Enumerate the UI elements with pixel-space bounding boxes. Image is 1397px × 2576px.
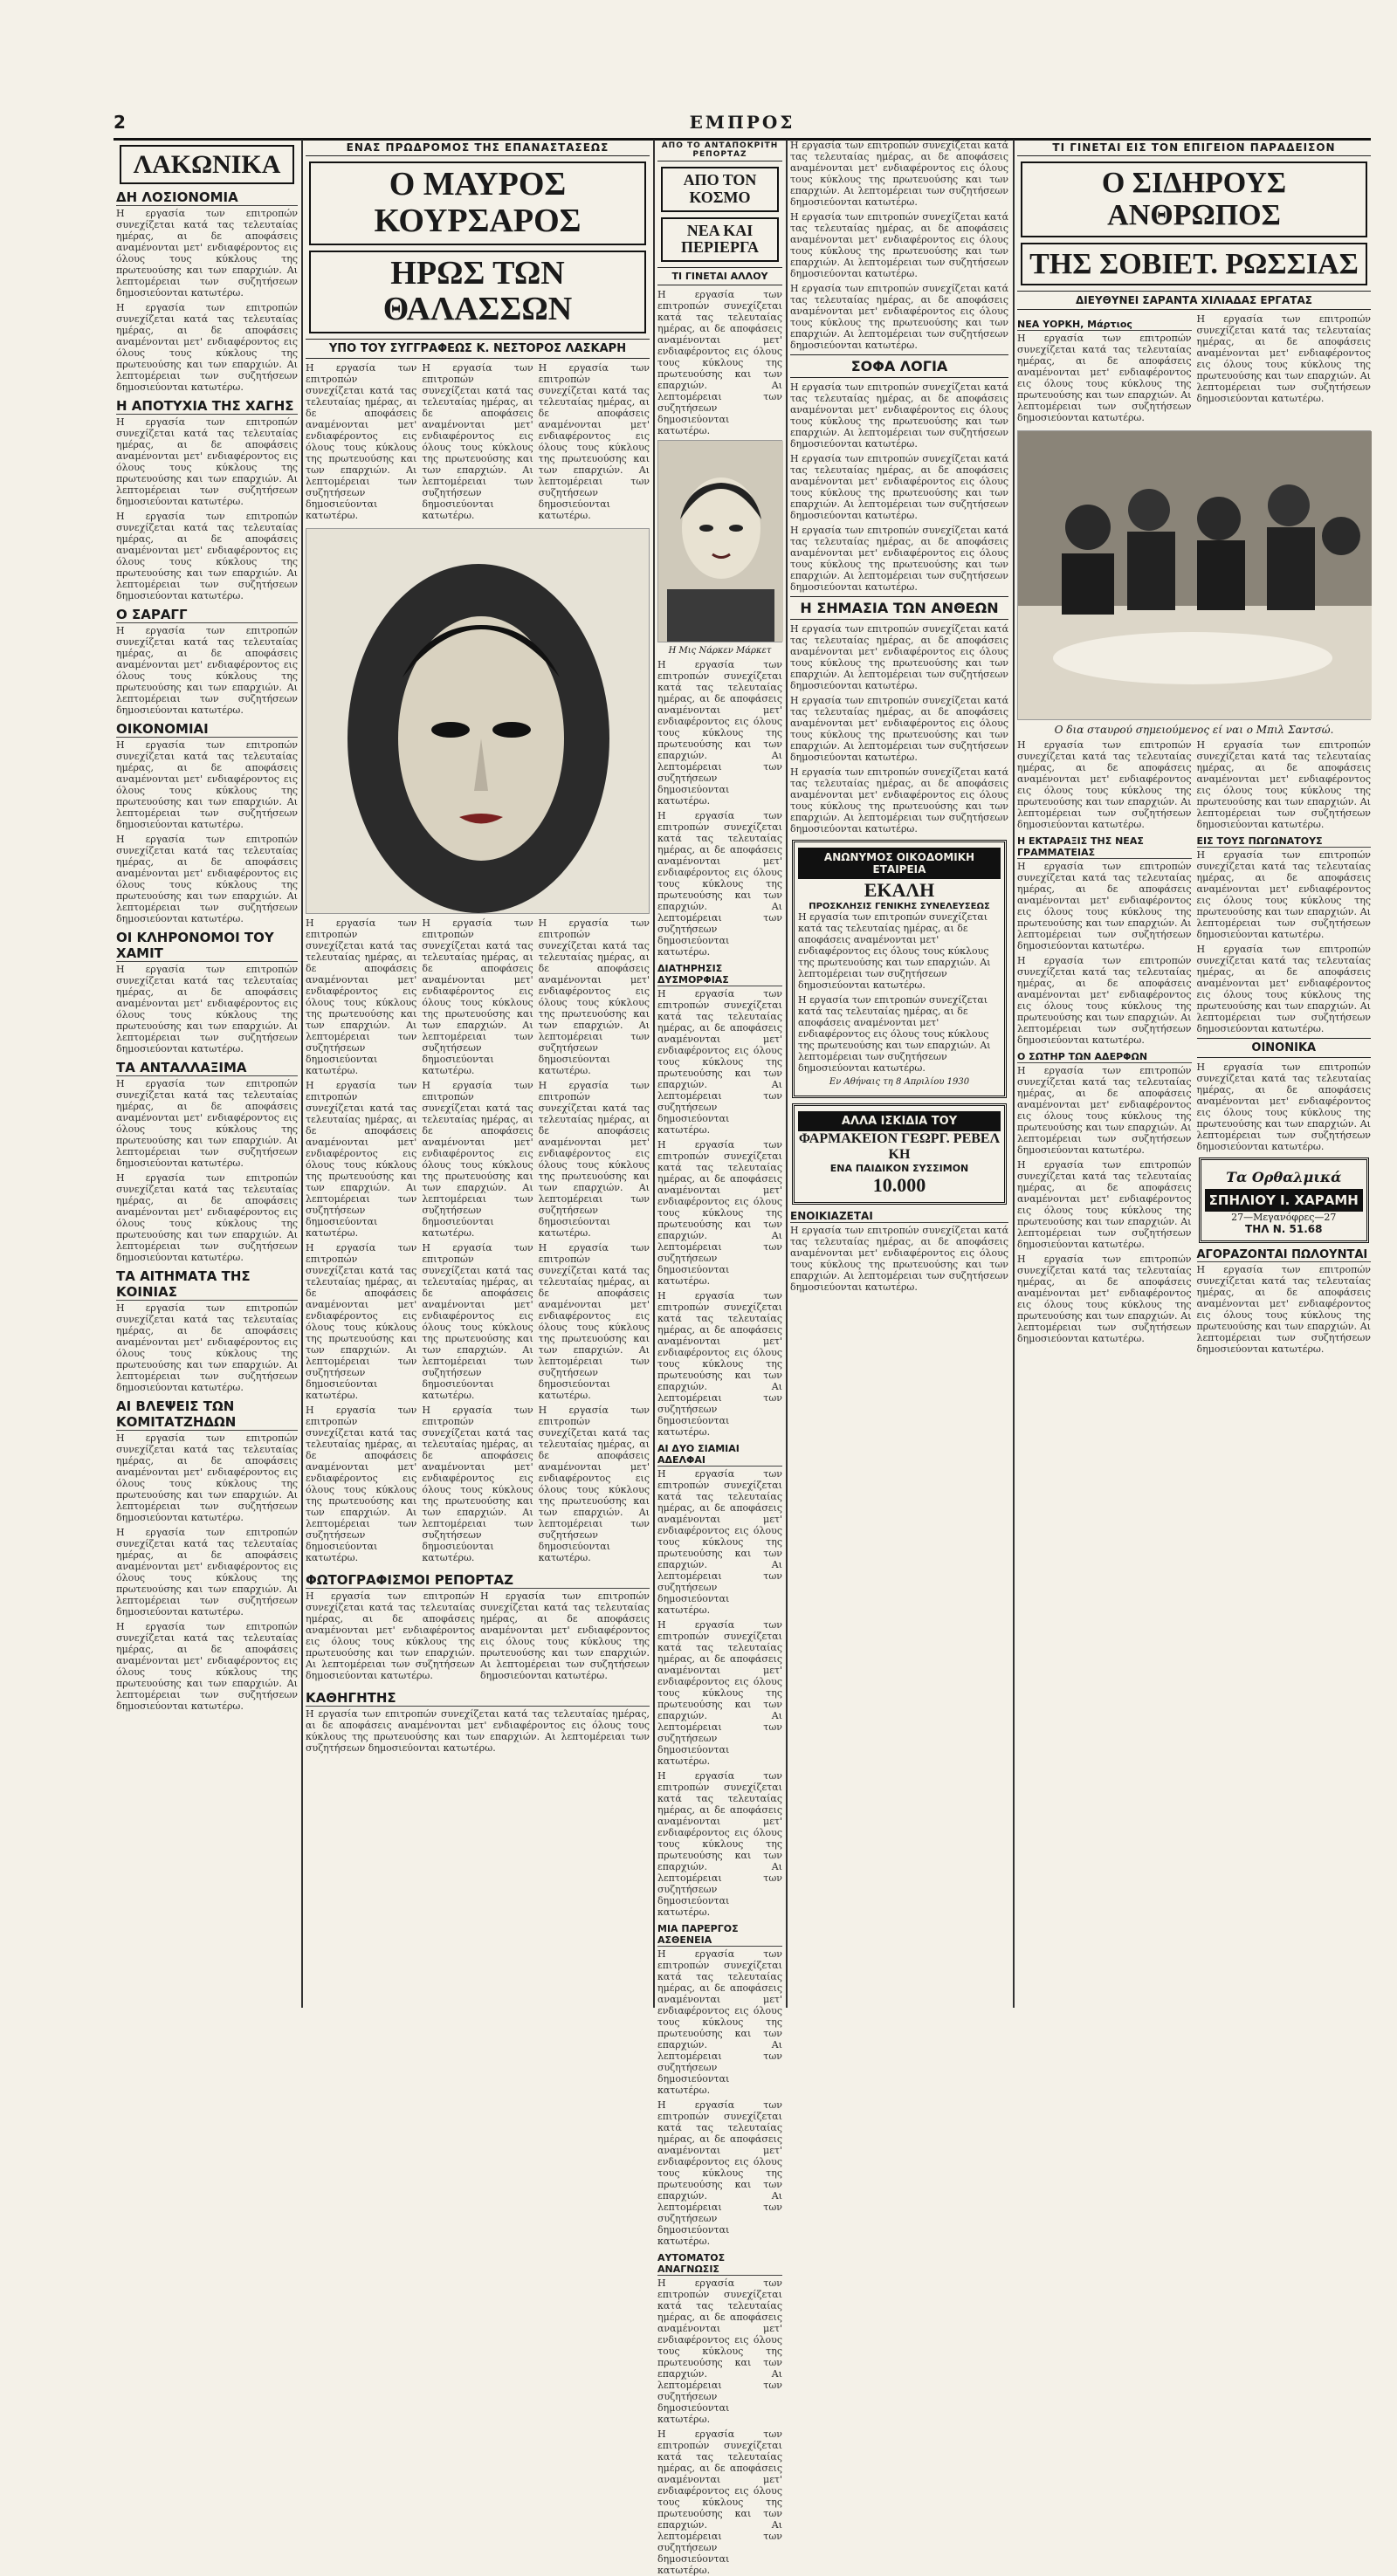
article-text: Η εργασία των επιτροπών συνεχίζεται κατά τας τελευταίας ημέρας, αι δε αποφάσεις αναμένονται μετ' ενδιαφέροντος εις όλους τους κύκλους της πρωτευούσης και των επαρχιών. Αι λεπτομέρειαι των συζητήσεων δημοσιεύονται κατωτέρω. [657, 988, 782, 1137]
headline-line-1: Ο ΜΑΥΡΟΣ ΚΟΥΡΣΑΡΟΣ [309, 161, 646, 245]
article-text: Η εργασία των επιτροπών συνεχίζεται κατά τας τελευταίας ημέρας, αι δε αποφάσεις αναμένονται μετ' ενδιαφέροντος εις όλους τους κύκλους της πρωτευούσης και των επαρχιών. Αι λεπτομέρειαι των συζητήσεων δημοσιεύονται κατωτέρω. [790, 381, 1008, 450]
section-heading: ΑΙ ΒΛΕΨΕΙΣ ΤΩΝ ΚΟΜΙΤΑΤΖΗΔΩΝ [116, 1398, 298, 1431]
article-text: Η εργασία των επιτροπών συνεχίζεται κατά τας τελευταίας ημέρας, αι δε αποφάσεις αναμένονται μετ' ενδιαφέροντος εις όλους τους κύκλους της πρωτευούσης και των επαρχιών. Αι λεπτομέρειαι των συζητήσεων δημοσιεύονται κατωτέρω. [116, 1172, 298, 1263]
article-text: Η εργασία των επιτροπών συνεχίζεται κατά τας τελευταίας ημέρας, αι δε αποφάσεις αναμένονται μετ' ενδιαφέροντος εις όλους τους κύκλους της πρωτευούσης και των επαρχιών. Αι λεπτομέρειαι των συζητήσεων δημοσιεύονται κατωτέρω. [116, 739, 298, 830]
article-text: Η εργασία των επιτροπών συνεχίζεται κατά τας τελευταίας ημέρας, αι δε αποφάσεις αναμένονται μετ' ενδιαφέροντος εις όλους τους κύκλους της πρωτευούσης και των επαρχιών. Αι λεπτομέρειαι των συζητήσεων δημοσιεύονται κατωτέρω. [790, 695, 1008, 763]
article-text: Η εργασία των επιτροπών συνεχίζεται κατά τας τελευταίας ημέρας, αι δε αποφάσεις αναμένονται μετ' ενδιαφέροντος εις όλους τους κύκλους της πρωτευούσης και των επαρχιών. Αι λεπτομέρειαι των συζητήσεων δημοσιεύονται κατωτέρω. [116, 1302, 298, 1393]
article-text: Η εργασία των επιτροπών συνεχίζεται κατά τας τελευταίας ημέρας, αι δε αποφάσεις αναμένονται μετ' ενδιαφέροντος εις όλους τους κύκλους της πρωτευούσης και των επαρχιών. Αι λεπτομέρειαι των συζητήσεων δημοσιεύονται κατωτέρω. [306, 1242, 417, 1402]
article-text: Η εργασία των επιτροπών συνεχίζεται κατά τας τελευταίας ημέρας, αι δε αποφάσεις αναμένονται μετ' ενδιαφέροντος εις όλους τους κύκλους της πρωτευούσης και των επαρχιών. Αι λεπτομέρειαι των συζητήσεων δημοσιεύονται κατωτέρω. [1196, 1264, 1371, 1356]
section-heading: Η ΑΠΟΤΥΧΙΑ ΤΗΣ ΧΑΓΗΣ [116, 398, 298, 415]
article-text: Η εργασία των επιτροπών συνεχίζεται κατά τας τελευταίας ημέρας, αι δε αποφάσεις αναμένονται μετ' ενδιαφέροντος εις όλους τους κύκλους της πρωτευούσης και των επαρχιών. Αι λεπτομέρειαι των συζητήσεων δημοσιεύονται κατωτέρω. [1017, 1254, 1192, 1345]
portrait-icon [658, 441, 783, 642]
article-text: Η εργασία των επιτροπών συνεχίζεται κατά τας τελευταίας ημέρας, αι δε αποφάσεις αναμένονται μετ' ενδιαφέροντος εις όλους τους κύκλους της πρωτευούσης και των επαρχιών. Αι λεπτομέρειαι των συζητήσεων δημοσιεύονται κατωτέρω. [306, 1590, 475, 1682]
column-varia [790, 140, 1008, 2008]
pharmacy-ad [792, 1103, 1007, 1205]
ad-subtitle: ΕΝΑ ΠΑΙΔΙΚΟΝ ΣΥΣΣΙΜΟΝ [829, 1163, 969, 1174]
article-text: Η εργασία των επιτροπών συνεχίζεται κατά τας τελευταίας ημέρας, αι δε αποφάσεις αναμένονται μετ' ενδιαφέροντος εις όλους τους κύκλους της πρωτευούσης και των επαρχιών. Αι λεπτομέρειαι των συζητήσεων δημοσιεύονται κατωτέρω. [790, 1225, 1008, 1293]
article-text: Η εργασία των επιτροπών συνεχίζεται κατά τας τελευταίας ημέρας, αι δε αποφάσεις αναμένονται μετ' ενδιαφέροντος εις όλους τους κύκλους της πρωτευούσης και των επαρχιών. Αι λεπτομέρειαι των συζητήσεων δημοσιεύονται κατωτέρω. [538, 1405, 650, 1564]
section-heading: ΟΙΝΟΝΙΚΑ [1197, 1038, 1372, 1058]
article-text: Η εργασία των επιτροπών συνεχίζεται κατά τας τελευταίας ημέρας, αι δε αποφάσεις αναμένονται μετ' ενδιαφέροντος εις όλους τους κύκλους της πρωτευούσης και των επαρχιών. Αι λεπτομέρειαι των συζητήσεων δημοσιεύονται κατωτέρω. [1017, 739, 1192, 831]
section-heading: ΕΙΣ ΤΟΥΣ ΠΩΓΩΝΑΤΟΥΣ [1197, 835, 1372, 848]
article-text: Η εργασία των επιτροπών συνεχίζεται κατά τας τελευταίας ημέρας, αι δε αποφάσεις αναμένονται μετ' ενδιαφέροντος εις όλους τους κύκλους της πρωτευούσης και των επαρχιών. Αι λεπτομέρειαι των συζητήσεων δημοσιεύονται κατωτέρω. [1196, 313, 1371, 405]
article-text: Η εργασία των επιτροπών συνεχίζεται κατά τας τελευταίας ημέρας, αι δε αποφάσεις αναμένονται μετ' ενδιαφέροντος εις όλους τους κύκλους της πρωτευούσης και των επαρχιών. Αι λεπτομέρειαι των συζητήσεων δημοσιεύονται κατωτέρω. [657, 1948, 782, 2097]
article-text: Η εργασία των επιτροπών συνεχίζεται κατά τας τελευταίας ημέρας, αι δε αποφάσεις αναμένονται μετ' ενδιαφέροντος εις όλους τους κύκλους της πρωτευούσης και των επαρχιών. Αι λεπτομέρειαι των συζητήσεων δημοσιεύονται κατωτέρω. [1017, 1065, 1192, 1157]
section-heading: ΦΩΤΟΓΡΑΦΙΣΜΟΙ ΡΕΠΟΡΤΑΖ [306, 1572, 650, 1589]
article-text: Η εργασία των επιτροπών συνεχίζεται κατά τας τελευταίας ημέρας, αι δε αποφάσεις αναμένονται μετ' ενδιαφέροντος εις όλους τους κύκλους της πρωτευούσης και των επαρχιών. Αι λεπτομέρειαι των συζητήσεων δημοσιεύονται κατωτέρω. [657, 1139, 782, 1288]
article-text: Η εργασία των επιτροπών συνεχίζεται κατά τας τελευταίας ημέρας, αι δε αποφάσεις αναμένονται μετ' ενδιαφέροντος εις όλους τους κύκλους της πρωτευούσης και των επαρχιών. Αι λεπτομέρειαι των συζητήσεων δημοσιεύονται κατωτέρω. [657, 2277, 782, 2426]
section-heading: ΤΑ ΑΝΤΑΛΛΑΞΙΜΑ [116, 1060, 298, 1076]
article-text: Η εργασία των επιτροπών συνεχίζεται κατά τας τελευταίας ημέρας, αι δε αποφάσεις αναμένονται μετ' ενδιαφέροντος εις όλους τους κύκλους της πρωτευούσης και των επαρχιών. Αι λεπτομέρειαι των συζητήσεων δημοσιεύονται κατωτέρω. [790, 766, 1008, 835]
article-text: Η εργασία των επιτροπών συνεχίζεται κατά τας τελευταίας ημέρας, αι δε αποφάσεις αναμένονται μετ' ενδιαφέροντος εις όλους τους κύκλους της πρωτευούσης και των επαρχιών. Αι λεπτομέρειαι των συζητήσεων δημοσιεύονται κατωτέρω. [790, 211, 1008, 279]
newspaper-name: ΕΜΠΡΟΣ [689, 112, 795, 133]
section-heading: ΟΙΚΟΝΟΜΙΑΙ [116, 721, 298, 738]
ad-phone: ΤΗΛ Ν. 51.68 [1245, 1223, 1323, 1236]
section-heading: ΑΓΟΡΑΖΟΝΤΑΙ ΠΩΛΟΥΝΤΑΙ [1197, 1248, 1372, 1262]
notice-date: Εν Αθήναις τη 8 Απριλίου 1930 [829, 1077, 970, 1087]
article-text: Η εργασία των επιτροπών συνεχίζεται κατά τας τελευταίας ημέρας, αι δε αποφάσεις αναμένονται μετ' ενδιαφέροντος εις όλους τους κύκλους της πρωτευούσης και των επαρχιών. Αι λεπτομέρειαι των συζητήσεων δημοσιεύονται κατωτέρω. [306, 362, 417, 522]
article-text: Η εργασία των επιτροπών συνεχίζεται κατά τας τελευταίας ημέρας, αι δε αποφάσεις αναμένονται μετ' ενδιαφέροντος εις όλους τους κύκλους της πρωτευούσης και των επαρχιών. Αι λεπτομέρειαι των συζητήσεων δημοσιεύονται κατωτέρω. [1017, 1159, 1192, 1251]
section-heading: Ο ΣΩΤΗΡ ΤΩΝ ΑΔΕΡΦΩΝ [1017, 1051, 1192, 1063]
article-kicker: ΤΙ ΓΙΝΕΤΑΙ ΕΙΣ ΤΟΝ ΕΠΙΓΕΙΟΝ ΠΑΡΑΔΕΙΣΟΝ [1017, 140, 1371, 156]
article-text: Η εργασία των επιτροπών συνεχίζεται κατά τας τελευταίας ημέρας, αι δε αποφάσεις αναμένονται μετ' ενδιαφέροντος εις όλους τους κύκλους της πρωτευούσης και των επαρχιών. Αι λεπτομέρειαι των συζητήσεων δημοσιεύονται κατωτέρω. [790, 283, 1008, 351]
section-heading: Η ΕΚΤΑΡΑΞΙΣ ΤΗΣ ΝΕΑΣ ΓΡΑΜΜΑΤΕΙΑΣ [1017, 835, 1192, 859]
section-heading: Η ΣΗΜΑΣΙΑ ΤΩΝ ΑΝΘΕΩΝ [790, 596, 1008, 620]
column-rule [1013, 140, 1015, 2008]
article-text: Η εργασία των επιτροπών συνεχίζεται κατά τας τελευταίας ημέρας, αι δε αποφάσεις αναμένονται μετ' ενδιαφέροντος εις όλους τους κύκλους της πρωτευούσης και των επαρχιών. Αι λεπτομέρειαι των συζητήσεων δημοσιεύονται κατωτέρω. [422, 362, 533, 522]
notice-text: Η εργασία των επιτροπών συνεχίζεται κατά τας τελευταίας ημέρας, αι δε αποφάσεις αναμένονται μετ' ενδιαφέροντος εις όλους τους κύκλους της πρωτευούσης και των επαρχιών. Αι λεπτομέρειαι των συζητήσεων δημοσιεύονται κατωτέρω. [798, 911, 991, 991]
article-text: Η εργασία των επιτροπών συνεχίζεται κατά τας τελευταίας ημέρας, αι δε αποφάσεις αναμένονται μετ' ενδιαφέροντος εις όλους τους κύκλους της πρωτευούσης και των επαρχιών. Αι λεπτομέρειαι των συζητήσεων δημοσιεύονται κατωτέρω. [306, 1405, 417, 1564]
notice-subtitle: ΠΡΟΣΚΛΗΣΙΣ ΓΕΝΙΚΗΣ ΣΥΝΕΛΕΥΣΕΩΣ [809, 902, 990, 911]
column-kourssaros [306, 140, 650, 2008]
article-text: Η εργασία των επιτροπών συνεχίζεται κατά τας τελευταίας ημέρας, αι δε αποφάσεις αναμένονται μετ' ενδιαφέροντος εις όλους τους κύκλους της πρωτευούσης και των επαρχιών. Αι λεπτομέρειαι των συζητήσεων δημοσιεύονται κατωτέρω. [116, 834, 298, 924]
byline: ΔΙΕΥΘΥΝΕΙ ΣΑΡΑΝΤΑ ΧΙΛΙΑΔΑΣ ΕΡΓΑΤΑΣ [1017, 291, 1371, 310]
article-text: Η εργασία των επιτροπών συνεχίζεται κατά τας τελευταίας ημέρας, αι δε αποφάσεις αναμένονται μετ' ενδιαφέροντος εις όλους τους κύκλους της πρωτευούσης και των επαρχιών. Αι λεπτομέρειαι των συζητήσεων δημοσιεύονται κατωτέρω. [657, 2428, 782, 2576]
ad-title: Τα Ορθαλμικά [1226, 1169, 1342, 1186]
article-text: Η εργασία των επιτροπών συνεχίζεται κατά τας τελευταίας ημέρας, αι δε αποφάσεις αναμένονται μετ' ενδιαφέροντος εις όλους τους κύκλους της πρωτευούσης και των επαρχιών. Αι λεπτομέρειαι των συζητήσεων δημοσιεύονται κατωτέρω. [116, 416, 298, 507]
column-rule [653, 140, 655, 2008]
article-text: Η εργασία των επιτροπών συνεχίζεται κατά τας τελευταίας ημέρας, αι δε αποφάσεις αναμένονται μετ' ενδιαφέροντος εις όλους τους κύκλους της πρωτευούσης και των επαρχιών. Αι λεπτομέρειαι των συζητήσεων δημοσιεύονται κατωτέρω. [116, 1078, 298, 1169]
article-kicker: ΑΠΟ ΤΟ ΑΝΤΑΠΟΚΡΙΤΗ ΡΕΠΟΡΤΑΖ [657, 140, 782, 161]
page-number: 2 [114, 112, 126, 133]
article-text: Η εργασία των επιτροπών συνεχίζεται κατά τας τελευταίας ημέρας, αι δε αποφάσεις αναμένονται μετ' ενδιαφέροντος εις όλους τους κύκλους της πρωτευούσης και των επαρχιών. Αι λεπτομέρειαι των συζητήσεων δημοσιεύονται κατωτέρω. [306, 1708, 650, 1755]
section-heading: ΚΑΘΗΓΗΤΗΣ [306, 1690, 650, 1707]
headline-line-2: ΗΡΩΣ ΤΩΝ ΘΑΛΑΣΣΩΝ [309, 251, 646, 334]
section-heading: ΔΗ ΛΟΣΙΟΝΟΜΙΑ [116, 189, 298, 206]
article-text: Η εργασία των επιτροπών συνεχίζεται κατά τας τελευταίας ημέρας, αι δε αποφάσεις αναμένονται μετ' ενδιαφέροντος εις όλους τους κύκλους της πρωτευούσης και των επαρχιών. Αι λεπτομέρειαι των συζητήσεων δημοσιεύονται κατωτέρω. [790, 623, 1008, 691]
notice-ekali [792, 840, 1007, 1098]
section-heading: ΔΙΑΤΗΡΗΣΙΣ ΔΥΣΜΟΡΦΙΑΣ [657, 963, 782, 986]
section-heading: ΣΟΦΑ ΛΟΓΙΑ [790, 354, 1008, 378]
ophthalmic-ad [1199, 1157, 1370, 1243]
ad-name: ΦΑΡΜΑΚΕΙΟΝ ΓΕΩΡΓ. ΡΕΒΕΛ ΚΗ [798, 1131, 1001, 1162]
article-text: Η εργασία των επιτροπών συνεχίζεται κατά τας τελευταίας ημέρας, αι δε αποφάσεις αναμένονται μετ' ενδιαφέροντος εις όλους τους κύκλους της πρωτευούσης και των επαρχιών. Αι λεπτομέρειαι των συζητήσεων δημοσιεύονται κατωτέρω. [657, 289, 782, 437]
photo-portrait [657, 440, 782, 642]
dateline: ΝΕΑ ΥΟΡΚΗ, Μάρτιος [1017, 319, 1192, 331]
article-text: Η εργασία των επιτροπών συνεχίζεται κατά τας τελευταίας ημέρας, αι δε αποφάσεις αναμένονται μετ' ενδιαφέροντος εις όλους τους κύκλους της πρωτευούσης και των επαρχιών. Αι λεπτομέρειαι των συζητήσεων δημοσιεύονται κατωτέρω. [657, 1619, 782, 1768]
article-text: Η εργασία των επιτροπών συνεχίζεται κατά τας τελευταίας ημέρας, αι δε αποφάσεις αναμένονται μετ' ενδιαφέροντος εις όλους τους κύκλους της πρωτευούσης και των επαρχιών. Αι λεπτομέρειαι των συζητήσεων δημοσιεύονται κατωτέρω. [538, 1080, 650, 1240]
section-heading: ΑΙ ΔΥΟ ΣΙΑΜΙΑΙ ΑΔΕΛΦΑΙ [657, 1443, 782, 1467]
article-text: Η εργασία των επιτροπών συνεχίζεται κατά τας τελευταίας ημέρας, αι δε αποφάσεις αναμένονται μετ' ενδιαφέροντος εις όλους τους κύκλους της πρωτευούσης και των επαρχιών. Αι λεπτομέρειαι των συζητήσεων δημοσιεύονται κατωτέρω. [657, 1770, 782, 1919]
article-text: Η εργασία των επιτροπών συνεχίζεται κατά τας τελευταίας ημέρας, αι δε αποφάσεις αναμένονται μετ' ενδιαφέροντος εις όλους τους κύκλους της πρωτευούσης και των επαρχιών. Αι λεπτομέρειαι των συζητήσεων δημοσιεύονται κατωτέρω. [1017, 861, 1192, 952]
article-text: Η εργασία των επιτροπών συνεχίζεται κατά τας τελευταίας ημέρας, αι δε αποφάσεις αναμένονται μετ' ενδιαφέροντος εις όλους τους κύκλους της πρωτευούσης και των επαρχιών. Αι λεπτομέρειαι των συζητήσεων δημοσιεύονται κατωτέρω. [538, 362, 650, 522]
article-text: Η εργασία των επιτροπών συνεχίζεται κατά τας τελευταίας ημέρας, αι δε αποφάσεις αναμένονται μετ' ενδιαφέροντος εις όλους τους κύκλους της πρωτευούσης και των επαρχιών. Αι λεπτομέρειαι των συζητήσεων δημοσιεύονται κατωτέρω. [1196, 1061, 1371, 1153]
article-text: Η εργασία των επιτροπών συνεχίζεται κατά τας τελευταίας ημέρας, αι δε αποφάσεις αναμένονται μετ' ενδιαφέροντος εις όλους τους κύκλους της πρωτευούσης και των επαρχιών. Αι λεπτομέρειαι των συζητήσεων δημοσιεύονται κατωτέρω. [422, 1080, 533, 1240]
article-text: Η εργασία των επιτροπών συνεχίζεται κατά τας τελευταίας ημέρας, αι δε αποφάσεις αναμένονται μετ' ενδιαφέροντος εις όλους τους κύκλους της πρωτευούσης και των επαρχιών. Αι λεπτομέρειαι των συζητήσεων δημοσιεύονται κατωτέρω. [1196, 739, 1371, 831]
ad-amount: 10.000 [872, 1174, 926, 1196]
article-text: Η εργασία των επιτροπών συνεχίζεται κατά τας τελευταίας ημέρας, αι δε αποφάσεις αναμένονται μετ' ενδιαφέροντος εις όλους τους κύκλους της πρωτευούσης και των επαρχιών. Αι λεπτομέρειαι των συζητήσεων δημοσιεύονται κατωτέρω. [306, 917, 417, 1077]
article-text: Η εργασία των επιτροπών συνεχίζεται κατά τας τελευταίας ημέρας, αι δε αποφάσεις αναμένονται μετ' ενδιαφέροντος εις όλους τους κύκλους της πρωτευούσης και των επαρχιών. Αι λεπτομέρειαι των συζητήσεων δημοσιεύονται κατωτέρω. [790, 525, 1008, 593]
article-text: Η εργασία των επιτροπών συνεχίζεται κατά τας τελευταίας ημέρας, αι δε αποφάσεις αναμένονται μετ' ενδιαφέροντος εις όλους τους κύκλους της πρωτευούσης και των επαρχιών. Αι λεπτομέρειαι των συζητήσεων δημοσιεύονται κατωτέρω. [422, 917, 533, 1077]
article-text: Η εργασία των επιτροπών συνεχίζεται κατά τας τελευταίας ημέρας, αι δε αποφάσεις αναμένονται μετ' ενδιαφέροντος εις όλους τους κύκλους της πρωτευούσης και των επαρχιών. Αι λεπτομέρειαι των συζητήσεων δημοσιεύονται κατωτέρω. [480, 1590, 650, 1682]
illustration-woman-portrait [306, 528, 650, 914]
headline-line-1: Ο ΣΙΔΗΡΟΥΣ ΑΝΘΡΩΠΟΣ [1021, 161, 1367, 237]
article-kicker: ΕΝΑΣ ΠΡΩΔΡΟΜΟΣ ΤΗΣ ΕΠΑΝΑΣΤΑΣΕΩΣ [306, 140, 650, 156]
section-heading: ΤΑ ΑΙΤΗΜΑΤΑ ΤΗΣ ΚΟΙΝΙΑΣ [116, 1268, 298, 1301]
ad-address: 27—Μεγανόφρες—27 [1231, 1212, 1337, 1224]
headline-line-1: ΑΠΟ ΤΟΝ ΚΟΣΜΟ [661, 167, 779, 212]
article-text: Η εργασία των επιτροπών συνεχίζεται κατά τας τελευταίας ημέρας, αι δε αποφάσεις αναμένονται μετ' ενδιαφέροντος εις όλους τους κύκλους της πρωτευούσης και των επαρχιών. Αι λεπτομέρειαι των συζητήσεων δημοσιεύονται κατωτέρω. [657, 1290, 782, 1439]
photo-caption: Ο δια σταυρού σημειούμενος εί ναι ο Μπιλ Σαντσώ. [1054, 724, 1334, 737]
article-text: Η εργασία των επιτροπών συνεχίζεται κατά τας τελευταίας ημέρας, αι δε αποφάσεις αναμένονται μετ' ενδιαφέροντος εις όλους τους κύκλους της πρωτευούσης και των επαρχιών. Αι λεπτομέρειαι των συζητήσεων δημοσιεύονται κατωτέρω. [657, 1468, 782, 1617]
notice-name: ΕΚΑΛΗ [864, 879, 935, 901]
photo-banquet [1017, 430, 1371, 720]
headline-line-2: ΝΕΑ ΚΑΙ ΠΕΡΙΕΡΓΑ [661, 217, 779, 263]
notice-title: ΑΝΩΝΥΜΟΣ ΟΙΚΟΔΟΜΙΚΗ ΕΤΑΙΡΕΙΑ [798, 848, 1001, 879]
article-text: Η εργασία των επιτροπών συνεχίζεται κατά τας τελευταίας ημέρας, αι δε αποφάσεις αναμένονται μετ' ενδιαφέροντος εις όλους τους κύκλους της πρωτευούσης και των επαρχιών. Αι λεπτομέρειαι των συζητήσεων δημοσιεύονται κατωτέρω. [306, 1080, 417, 1240]
column-lakonika [116, 140, 298, 2008]
article-text: Η εργασία των επιτροπών συνεχίζεται κατά τας τελευταίας ημέρας, αι δε αποφάσεις αναμένονται μετ' ενδιαφέροντος εις όλους τους κύκλους της πρωτευούσης και των επαρχιών. Αι λεπτομέρειαι των συζητήσεων δημοσιεύονται κατωτέρω. [116, 1621, 298, 1712]
section-heading: Ο ΣΑΡΑΓΓ [116, 607, 298, 623]
headline-line-2: ΤΗΣ ΣΟΒΙΕΤ. ΡΩΣΣΙΑΣ [1021, 243, 1367, 285]
article-text: Η εργασία των επιτροπών συνεχίζεται κατά τας τελευταίας ημέρας, αι δε αποφάσεις αναμένονται μετ' ενδιαφέροντος εις όλους τους κύκλους της πρωτευούσης και των επαρχιών. Αι λεπτομέρειαι των συζητήσεων δημοσιεύονται κατωτέρω. [422, 1242, 533, 1402]
article-text: Η εργασία των επιτροπών συνεχίζεται κατά τας τελευταίας ημέρας, αι δε αποφάσεις αναμένονται μετ' ενδιαφέροντος εις όλους τους κύκλους της πρωτευούσης και των επαρχιών. Αι λεπτομέρειαι των συζητήσεων δημοσιεύονται κατωτέρω. [1017, 333, 1192, 424]
article-text: Η εργασία των επιτροπών συνεχίζεται κατά τας τελευταίας ημέρας, αι δε αποφάσεις αναμένονται μετ' ενδιαφέροντος εις όλους τους κύκλους της πρωτευούσης και των επαρχιών. Αι λεπτομέρειαι των συζητήσεων δημοσιεύονται κατωτέρω. [538, 1242, 650, 1402]
article-text: Η εργασία των επιτροπών συνεχίζεται κατά τας τελευταίας ημέρας, αι δε αποφάσεις αναμένονται μετ' ενδιαφέροντος εις όλους τους κύκλους της πρωτευούσης και των επαρχιών. Αι λεπτομέρειαι των συζητήσεων δημοσιεύονται κατωτέρω. [1017, 955, 1192, 1047]
article-text: Η εργασία των επιτροπών συνεχίζεται κατά τας τελευταίας ημέρας, αι δε αποφάσεις αναμένονται μετ' ενδιαφέροντος εις όλους τους κύκλους της πρωτευούσης και των επαρχιών. Αι λεπτομέρειαι των συζητήσεων δημοσιεύονται κατωτέρω. [657, 659, 782, 807]
column-rule [301, 140, 303, 2008]
section-heading: ΟΙ ΚΛΗΡΟΝΟΜΟΙ ΤΟΥ ΧΑΜΙΤ [116, 930, 298, 962]
article-text: Η εργασία των επιτροπών συνεχίζεται κατά τας τελευταίας ημέρας, αι δε αποφάσεις αναμένονται μετ' ενδιαφέροντος εις όλους τους κύκλους της πρωτευούσης και των επαρχιών. Αι λεπτομέρειαι των συζητήσεων δημοσιεύονται κατωτέρω. [657, 810, 782, 958]
section-heading: ΕΝΟΙΚΙΑΖΕΤΑΙ [790, 1210, 1008, 1223]
article-text: Η εργασία των επιτροπών συνεχίζεται κατά τας τελευταίας ημέρας, αι δε αποφάσεις αναμένονται μετ' ενδιαφέροντος εις όλους τους κύκλους της πρωτευούσης και των επαρχιών. Αι λεπτομέρειαι των συζητήσεων δημοσιεύονται κατωτέρω. [538, 917, 650, 1077]
notice-text: Η εργασία των επιτροπών συνεχίζεται κατά τας τελευταίας ημέρας, αι δε αποφάσεις αναμένονται μετ' ενδιαφέροντος εις όλους τους κύκλους της πρωτευούσης και των επαρχιών. Αι λεπτομέρειαι των συζητήσεων δημοσιεύονται κατωτέρω. [798, 994, 991, 1074]
article-text: Η εργασία των επιτροπών συνεχίζεται κατά τας τελευταίας ημέρας, αι δε αποφάσεις αναμένονται μετ' ενδιαφέροντος εις όλους τους κύκλους της πρωτευούσης και των επαρχιών. Αι λεπτομέρειαι των συζητήσεων δημοσιεύονται κατωτέρω. [422, 1405, 533, 1564]
column-rule [786, 140, 788, 2008]
portrait-icon [306, 529, 650, 913]
article-text: Η εργασία των επιτροπών συνεχίζεται κατά τας τελευταίας ημέρας, αι δε αποφάσεις αναμένονται μετ' ενδιαφέροντος εις όλους τους κύκλους της πρωτευούσης και των επαρχιών. Αι λεπτομέρειαι των συζητήσεων δημοσιεύονται κατωτέρω. [790, 140, 1008, 208]
article-text: Η εργασία των επιτροπών συνεχίζεται κατά τας τελευταίας ημέρας, αι δε αποφάσεις αναμένονται μετ' ενδιαφέροντος εις όλους τους κύκλους της πρωτευούσης και των επαρχιών. Αι λεπτομέρειαι των συζητήσεων δημοσιεύονται κατωτέρω. [116, 208, 298, 299]
article-text: Η εργασία των επιτροπών συνεχίζεται κατά τας τελευταίας ημέρας, αι δε αποφάσεις αναμένονται μετ' ενδιαφέροντος εις όλους τους κύκλους της πρωτευούσης και των επαρχιών. Αι λεπτομέρειαι των συζητήσεων δημοσιεύονται κατωτέρω. [790, 453, 1008, 521]
section-heading: ΜΙΑ ΠΑΡΕΡΓΟΣ ΑΣΘΕΝΕΙΑ [657, 1923, 782, 1947]
article-text: Η εργασία των επιτροπών συνεχίζεται κατά τας τελευταίας ημέρας, αι δε αποφάσεις αναμένονται μετ' ενδιαφέροντος εις όλους τους κύκλους της πρωτευούσης και των επαρχιών. Αι λεπτομέρειαι των συζητήσεων δημοσιεύονται κατωτέρω. [116, 625, 298, 716]
article-text: Η εργασία των επιτροπών συνεχίζεται κατά τας τελευταίας ημέρας, αι δε αποφάσεις αναμένονται μετ' ενδιαφέροντος εις όλους τους κύκλους της πρωτευούσης και των επαρχιών. Αι λεπτομέρειαι των συζητήσεων δημοσιεύονται κατωτέρω. [116, 964, 298, 1054]
ad-top: ΑΛΛΑ ΙΣΚΙΔΙΑ ΤΟΥ [798, 1111, 1001, 1131]
photo-icon [1018, 431, 1372, 719]
column-sidirous-anthropos [1017, 140, 1371, 2008]
article-text: Η εργασία των επιτροπών συνεχίζεται κατά τας τελευταίας ημέρας, αι δε αποφάσεις αναμένονται μετ' ενδιαφέροντος εις όλους τους κύκλους της πρωτευούσης και των επαρχιών. Αι λεπτομέρειαι των συζητήσεων δημοσιεύονται κατωτέρω. [116, 1527, 298, 1618]
column-nea-kai-periergа [657, 140, 782, 2576]
byline: ΥΠΟ ΤΟΥ ΣΥΓΓΡΑΦΕΩΣ Κ. ΝΕΣΤΟΡΟΣ ΛΑΣΚΑΡΗ [306, 339, 650, 359]
article-text: Η εργασία των επιτροπών συνεχίζεται κατά τας τελευταίας ημέρας, αι δε αποφάσεις αναμένονται μετ' ενδιαφέροντος εις όλους τους κύκλους της πρωτευούσης και των επαρχιών. Αι λεπτομέρειαι των συζητήσεων δημοσιεύονται κατωτέρω. [1196, 944, 1371, 1035]
article-text: Η εργασία των επιτροπών συνεχίζεται κατά τας τελευταίας ημέρας, αι δε αποφάσεις αναμένονται μετ' ενδιαφέροντος εις όλους τους κύκλους της πρωτευούσης και των επαρχιών. Αι λεπτομέρειαι των συζητήσεων δημοσιεύονται κατωτέρω. [116, 1432, 298, 1523]
article-text: Η εργασία των επιτροπών συνεχίζεται κατά τας τελευταίας ημέρας, αι δε αποφάσεις αναμένονται μετ' ενδιαφέροντος εις όλους τους κύκλους της πρωτευούσης και των επαρχιών. Αι λεπτομέρειαι των συζητήσεων δημοσιεύονται κατωτέρω. [116, 511, 298, 601]
article-text: Η εργασία των επιτροπών συνεχίζεται κατά τας τελευταίας ημέρας, αι δε αποφάσεις αναμένονται μετ' ενδιαφέροντος εις όλους τους κύκλους της πρωτευούσης και των επαρχιών. Αι λεπτομέρειαι των συζητήσεων δημοσιεύονται κατωτέρω. [116, 302, 298, 393]
article-text: Η εργασία των επιτροπών συνεχίζεται κατά τας τελευταίας ημέρας, αι δε αποφάσεις αναμένονται μετ' ενδιαφέροντος εις όλους τους κύκλους της πρωτευούσης και των επαρχιών. Αι λεπτομέρειαι των συζητήσεων δημοσιεύονται κατωτέρω. [657, 2099, 782, 2248]
masthead [114, 112, 1371, 141]
article-text: Η εργασία των επιτροπών συνεχίζεται κατά τας τελευταίας ημέρας, αι δε αποφάσεις αναμένονται μετ' ενδιαφέροντος εις όλους τους κύκλους της πρωτευούσης και των επαρχιών. Αι λεπτομέρειαι των συζητήσεων δημοσιεύονται κατωτέρω. [1196, 849, 1371, 941]
ad-name: ΣΠΗΛΙΟΥ Ι. ΧΑΡΑΜΗ [1205, 1189, 1364, 1212]
subheading: ΤΙ ΓΙΝΕΤΑΙ ΑΛΛΟΥ [657, 267, 782, 285]
section-heading: ΑΥΤΟΜΑΤΟΣ ΑΝΑΓΝΩΣΙΣ [657, 2252, 782, 2276]
photo-caption: Η Μις Νάρκεν Μάρκετ [668, 646, 772, 656]
column-title: ΛΑΚΩΝΙΚΑ [120, 145, 294, 184]
